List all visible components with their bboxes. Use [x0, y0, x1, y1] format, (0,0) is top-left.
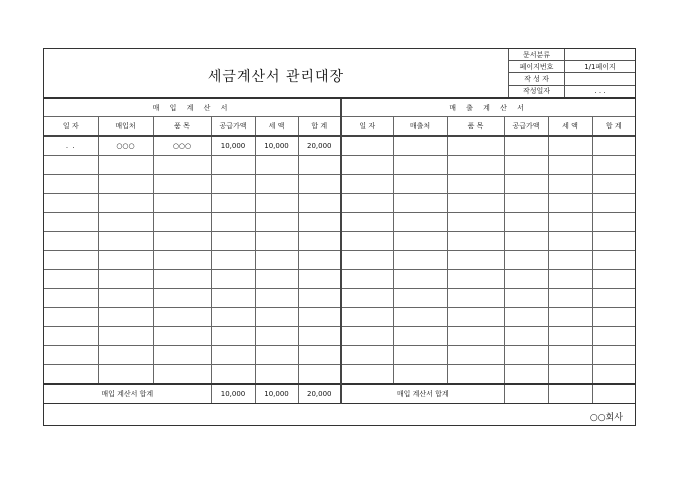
- table-row: [44, 213, 635, 232]
- sales-cell[interactable]: [592, 346, 635, 365]
- sales-cell[interactable]: [393, 194, 447, 213]
- purchase-cell[interactable]: [44, 365, 98, 385]
- sales-total-sum: [592, 384, 635, 404]
- purchase-cell[interactable]: [298, 251, 341, 270]
- meta-value: 1/1페이지: [565, 61, 636, 73]
- sales-cell[interactable]: [447, 251, 504, 270]
- purchase-cell[interactable]: [44, 251, 98, 270]
- sales-header: 공급가액: [504, 117, 548, 137]
- purchase-cell[interactable]: [44, 156, 98, 175]
- sales-cell[interactable]: [592, 136, 635, 156]
- purchase-cell[interactable]: [298, 156, 341, 175]
- meta-row: [509, 73, 636, 85]
- purchase-cell[interactable]: [98, 213, 153, 232]
- purchase-section-title: 매 입 계 산 서: [44, 98, 341, 117]
- purchase-cell[interactable]: [298, 346, 341, 365]
- meta-row: [509, 49, 636, 61]
- purchase-cell[interactable]: [298, 365, 341, 385]
- table-row: [44, 365, 635, 385]
- sales-cell[interactable]: [393, 346, 447, 365]
- purchase-cell[interactable]: [44, 308, 98, 327]
- purchase-cell[interactable]: [153, 232, 211, 251]
- table-row: [44, 251, 635, 270]
- ledger-grid: [44, 97, 635, 404]
- sales-cell[interactable]: [447, 308, 504, 327]
- sales-cell[interactable]: [341, 194, 393, 213]
- table-row: [44, 270, 635, 289]
- sales-cell[interactable]: [393, 232, 447, 251]
- table-row: [44, 194, 635, 213]
- purchase-cell[interactable]: [255, 194, 298, 213]
- purchase-header: 품 목: [153, 117, 211, 137]
- purchase-header: 매입처: [98, 117, 153, 137]
- purchase-cell[interactable]: 20,000: [298, 136, 341, 156]
- purchase-cell[interactable]: [153, 156, 211, 175]
- meta-value: . . .: [565, 85, 636, 97]
- meta-row: [509, 85, 636, 97]
- sales-cell[interactable]: [548, 365, 592, 385]
- meta-row: [509, 61, 636, 73]
- sales-cell[interactable]: [548, 232, 592, 251]
- sales-total-supply: [504, 384, 548, 404]
- purchase-cell[interactable]: [255, 365, 298, 385]
- sales-cell[interactable]: [504, 156, 548, 175]
- sales-cell[interactable]: [548, 175, 592, 194]
- sales-header: 합 계: [592, 117, 635, 137]
- purchase-header: 합 계: [298, 117, 341, 137]
- purchase-cell[interactable]: [298, 308, 341, 327]
- meta-key: 작성일자: [509, 85, 565, 97]
- sales-cell[interactable]: [504, 194, 548, 213]
- table-row: [44, 346, 635, 365]
- purchase-cell[interactable]: [98, 289, 153, 308]
- sales-cell[interactable]: [341, 156, 393, 175]
- total-row: [44, 384, 635, 404]
- purchase-header: 공급가액: [211, 117, 255, 137]
- purchase-cell[interactable]: [98, 156, 153, 175]
- sales-cell[interactable]: [447, 194, 504, 213]
- sales-cell[interactable]: [548, 136, 592, 156]
- purchase-cell[interactable]: [211, 175, 255, 194]
- purchase-cell[interactable]: [255, 232, 298, 251]
- sales-cell[interactable]: [548, 213, 592, 232]
- section-row: [44, 98, 635, 117]
- purchase-cell[interactable]: [255, 289, 298, 308]
- sales-cell[interactable]: [548, 289, 592, 308]
- meta-key: 문서분류: [509, 49, 565, 61]
- sales-cell[interactable]: [341, 136, 393, 156]
- sales-cell[interactable]: [393, 327, 447, 346]
- meta-key: 페이지번호: [509, 61, 565, 73]
- sales-cell[interactable]: [341, 251, 393, 270]
- purchase-cell[interactable]: [44, 175, 98, 194]
- sales-cell[interactable]: [447, 346, 504, 365]
- purchase-cell[interactable]: [153, 194, 211, 213]
- purchase-cell[interactable]: [98, 308, 153, 327]
- purchase-cell[interactable]: [255, 251, 298, 270]
- sales-cell[interactable]: [447, 232, 504, 251]
- sales-cell[interactable]: [341, 232, 393, 251]
- sales-cell[interactable]: [393, 175, 447, 194]
- sales-cell[interactable]: [548, 346, 592, 365]
- table-row: [44, 308, 635, 327]
- meta-table: [508, 49, 635, 97]
- sales-cell[interactable]: [548, 327, 592, 346]
- purchase-cell[interactable]: [255, 327, 298, 346]
- company-name: ○○회사: [589, 413, 623, 423]
- purchase-cell[interactable]: [211, 213, 255, 232]
- header-row: [44, 117, 635, 137]
- purchase-cell[interactable]: [298, 270, 341, 289]
- table-row: [44, 175, 635, 194]
- page-title: 세금계산서 관리대장: [207, 68, 345, 85]
- sales-cell[interactable]: [592, 156, 635, 175]
- purchase-header: 일 자: [44, 117, 98, 137]
- sales-cell[interactable]: [447, 365, 504, 385]
- sales-cell[interactable]: [504, 175, 548, 194]
- sales-cell[interactable]: [504, 308, 548, 327]
- table-row: [44, 289, 635, 308]
- sales-header: 세 액: [548, 117, 592, 137]
- sales-cell[interactable]: [393, 136, 447, 156]
- sales-cell[interactable]: [447, 289, 504, 308]
- sales-cell[interactable]: [548, 308, 592, 327]
- sales-cell[interactable]: [592, 308, 635, 327]
- purchase-cell[interactable]: [153, 213, 211, 232]
- purchase-cell[interactable]: [255, 213, 298, 232]
- purchase-cell[interactable]: [44, 327, 98, 346]
- sales-cell[interactable]: [592, 175, 635, 194]
- meta-key: 작 성 자: [509, 73, 565, 85]
- purchase-cell[interactable]: [298, 289, 341, 308]
- sales-cell[interactable]: [504, 289, 548, 308]
- purchase-cell[interactable]: [153, 270, 211, 289]
- sales-cell[interactable]: [504, 213, 548, 232]
- purchase-cell[interactable]: ○○○: [98, 136, 153, 156]
- sales-cell[interactable]: [592, 289, 635, 308]
- sales-cell[interactable]: [393, 289, 447, 308]
- purchase-cell[interactable]: [153, 289, 211, 308]
- sales-cell[interactable]: [393, 308, 447, 327]
- sales-cell[interactable]: [592, 327, 635, 346]
- purchase-cell[interactable]: [98, 251, 153, 270]
- meta-value: [565, 49, 636, 61]
- sales-cell[interactable]: [447, 270, 504, 289]
- sales-cell[interactable]: [548, 270, 592, 289]
- sales-cell[interactable]: [393, 156, 447, 175]
- sales-header: 품 목: [447, 117, 504, 137]
- sales-cell[interactable]: [447, 136, 504, 156]
- sales-cell[interactable]: [341, 327, 393, 346]
- purchase-cell[interactable]: [211, 194, 255, 213]
- sales-cell[interactable]: [504, 251, 548, 270]
- sales-cell[interactable]: [592, 270, 635, 289]
- table-row: [44, 156, 635, 175]
- purchase-cell[interactable]: [153, 308, 211, 327]
- purchase-cell[interactable]: [153, 365, 211, 385]
- purchase-total-supply: 10,000: [211, 384, 255, 404]
- purchase-cell[interactable]: [298, 232, 341, 251]
- sales-cell[interactable]: [592, 232, 635, 251]
- sales-cell[interactable]: [341, 175, 393, 194]
- purchase-cell[interactable]: [98, 270, 153, 289]
- purchase-cell[interactable]: [211, 327, 255, 346]
- purchase-cell[interactable]: [255, 175, 298, 194]
- purchase-cell[interactable]: 10,000: [211, 136, 255, 156]
- table-row: [44, 136, 635, 156]
- sales-cell[interactable]: [447, 213, 504, 232]
- purchase-cell[interactable]: [44, 194, 98, 213]
- purchase-cell[interactable]: [255, 308, 298, 327]
- sales-cell[interactable]: [393, 213, 447, 232]
- purchase-cell[interactable]: [44, 270, 98, 289]
- purchase-cell[interactable]: [298, 194, 341, 213]
- purchase-cell[interactable]: [44, 346, 98, 365]
- sales-cell[interactable]: [393, 365, 447, 385]
- purchase-cell[interactable]: [211, 289, 255, 308]
- purchase-cell[interactable]: [211, 346, 255, 365]
- sales-cell[interactable]: [548, 156, 592, 175]
- purchase-cell[interactable]: [153, 327, 211, 346]
- sales-cell[interactable]: [504, 365, 548, 385]
- sales-cell[interactable]: [592, 251, 635, 270]
- table-row: [44, 232, 635, 251]
- sales-cell[interactable]: [341, 346, 393, 365]
- purchase-cell[interactable]: [153, 251, 211, 270]
- sales-cell[interactable]: [341, 270, 393, 289]
- purchase-cell[interactable]: [153, 175, 211, 194]
- sales-cell[interactable]: [447, 156, 504, 175]
- purchase-header: 세 액: [255, 117, 298, 137]
- purchase-cell[interactable]: [153, 346, 211, 365]
- purchase-cell[interactable]: [211, 251, 255, 270]
- purchase-cell[interactable]: [98, 194, 153, 213]
- purchase-cell[interactable]: [211, 365, 255, 385]
- purchase-cell[interactable]: [44, 289, 98, 308]
- sales-cell[interactable]: [504, 270, 548, 289]
- purchase-cell[interactable]: [98, 327, 153, 346]
- sales-cell[interactable]: [548, 194, 592, 213]
- sales-section-title: 매 출 계 산 서: [341, 98, 635, 117]
- purchase-cell[interactable]: . .: [44, 136, 98, 156]
- sales-cell[interactable]: [393, 270, 447, 289]
- purchase-cell[interactable]: ○○○: [153, 136, 211, 156]
- purchase-cell[interactable]: [211, 270, 255, 289]
- purchase-cell[interactable]: [298, 327, 341, 346]
- purchase-cell[interactable]: [44, 232, 98, 251]
- meta-value: [565, 73, 636, 85]
- purchase-cell[interactable]: [98, 365, 153, 385]
- ledger-sheet: [43, 48, 636, 426]
- sales-cell[interactable]: [548, 251, 592, 270]
- title-area: [44, 49, 508, 97]
- purchase-cell[interactable]: [255, 270, 298, 289]
- purchase-cell[interactable]: [255, 156, 298, 175]
- purchase-cell[interactable]: [211, 232, 255, 251]
- purchase-cell[interactable]: [298, 213, 341, 232]
- sales-cell[interactable]: [447, 327, 504, 346]
- sales-total-label: 매입 계산서 합계: [341, 384, 504, 404]
- purchase-cell[interactable]: [98, 175, 153, 194]
- sales-cell[interactable]: [393, 251, 447, 270]
- sales-cell[interactable]: [592, 365, 635, 385]
- sales-cell[interactable]: [341, 365, 393, 385]
- sales-cell[interactable]: [592, 213, 635, 232]
- sales-cell[interactable]: [341, 289, 393, 308]
- purchase-cell[interactable]: [211, 156, 255, 175]
- purchase-cell[interactable]: [255, 346, 298, 365]
- sales-header: 일 자: [341, 117, 393, 137]
- sales-cell[interactable]: [592, 194, 635, 213]
- purchase-total-label: 매입 계산서 합계: [44, 384, 211, 404]
- sales-cell[interactable]: [504, 136, 548, 156]
- sales-cell[interactable]: [341, 213, 393, 232]
- sales-cell[interactable]: [341, 308, 393, 327]
- purchase-total-sum: 20,000: [298, 384, 341, 404]
- purchase-cell[interactable]: [98, 346, 153, 365]
- sales-cell[interactable]: [447, 175, 504, 194]
- sales-cell[interactable]: [504, 232, 548, 251]
- sales-header: 매출처: [393, 117, 447, 137]
- purchase-cell[interactable]: [98, 232, 153, 251]
- purchase-total-tax: 10,000: [255, 384, 298, 404]
- purchase-cell[interactable]: [211, 308, 255, 327]
- purchase-cell[interactable]: 10,000: [255, 136, 298, 156]
- purchase-cell[interactable]: [298, 175, 341, 194]
- table-row: [44, 327, 635, 346]
- sales-cell[interactable]: [504, 346, 548, 365]
- sales-total-tax: [548, 384, 592, 404]
- sales-cell[interactable]: [504, 327, 548, 346]
- purchase-cell[interactable]: [44, 213, 98, 232]
